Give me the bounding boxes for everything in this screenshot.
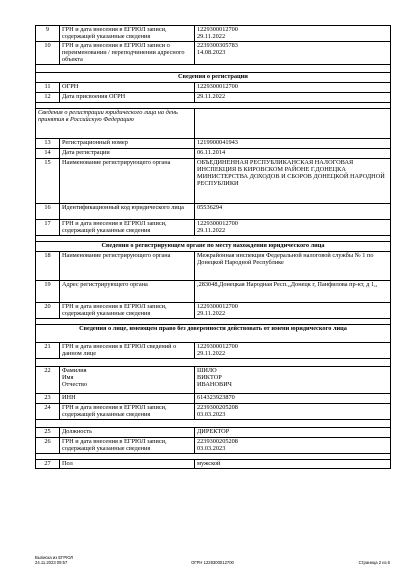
- table-row: [36, 159, 391, 204]
- table-row: [36, 404, 391, 420]
- row-number: 26: [36, 438, 60, 454]
- section-title: Сведения о регистрирующем органе по месту нахождения юридического лица: [36, 242, 391, 252]
- row-number: 21: [36, 343, 60, 359]
- table-row: [36, 149, 391, 159]
- table-row: [36, 394, 391, 404]
- row-label: ОГРН: [60, 83, 195, 93]
- table-row: [36, 139, 391, 149]
- footer-doc-title: Выписка из ЕГРЮЛ: [35, 555, 73, 560]
- table-row: [36, 220, 391, 236]
- row-label: Наименование регистрирующего органа: [60, 252, 195, 281]
- footer-doc-date: 24.11.2023 09:57: [35, 559, 68, 565]
- row-number: 17: [36, 220, 60, 236]
- row-number: 18: [36, 252, 60, 281]
- row-value: 06.11.2014: [195, 149, 391, 159]
- row-label: ГРН и дата внесения в ЕГРЮЛ записи о переименовании / переподчинении адресного объекта: [60, 42, 195, 65]
- extract-sheet: [35, 25, 390, 469]
- row-value: ОБЪЕДИНЕННАЯ РЕСПУБЛИКАНСКАЯ НАЛОГОВАЯ ИНСПЕКЦИЯ В КИРОВСКОМ РАЙОНЕ Г.ДОНЕЦКА МИНИСТЕРСТВА ДОХОДОВ И СБОРОВ ДОНЕЦКОЙ НАРОДНОЙ РЕСПУБЛИКИ: [195, 159, 391, 204]
- row-number: 19: [36, 281, 60, 303]
- row-value: Межрайонная инспекция Федеральной налоговой службы № 1 по Донецкой Народной Республике: [195, 252, 391, 281]
- table-row: [36, 83, 391, 93]
- section-title: Сведения о регистрации: [36, 73, 391, 83]
- row-label: Идентификационный код юридического лица: [60, 204, 195, 220]
- row-label: Регистрационный номер: [60, 139, 195, 149]
- row-value: ,283048,Донецкая Народная Респ.,,Донецк г, Панфилова пр-кт, д 1,,: [195, 281, 391, 303]
- row-number: 10: [36, 42, 60, 65]
- table-row: [36, 281, 391, 303]
- footer-ogrn: ОГРН 1229300012700: [191, 559, 234, 565]
- row-value: ШИЛО ВИКТОР ИВАНОВИЧ: [195, 367, 391, 394]
- table-row: [36, 26, 391, 42]
- table-row: [36, 204, 391, 220]
- row-value: 05536294: [195, 204, 391, 220]
- table-row: [36, 343, 391, 359]
- row-value: ДИРЕКТОР: [195, 428, 391, 438]
- row-label: ГРН и дата внесения в ЕГРЮЛ записи, содержащей указанные сведения: [60, 26, 195, 42]
- registry-table: [35, 25, 391, 469]
- row-value: 29.11.2022: [195, 93, 391, 103]
- row-number: 12: [36, 93, 60, 103]
- row-value: 1229300012700 29.11.2022: [195, 26, 391, 42]
- row-label: Дата регистрации: [60, 149, 195, 159]
- table-row: [36, 460, 391, 469]
- row-number: 13: [36, 139, 60, 149]
- section-header-row: [36, 73, 391, 83]
- row-value: мужской: [195, 460, 391, 469]
- spacer-cell: [36, 359, 391, 367]
- row-number: 23: [36, 394, 60, 404]
- spacer-cell: [36, 420, 391, 428]
- row-number: 14: [36, 149, 60, 159]
- table-row: [36, 93, 391, 103]
- spacer-cell: [36, 65, 391, 73]
- row-value: 614323923870: [195, 394, 391, 404]
- footer-page-number: Страница 2 из 6: [358, 559, 390, 565]
- row-number: 22: [36, 367, 60, 394]
- row-label: Наименование регистрирующего органа: [60, 159, 195, 204]
- row-value: 2239300205208 03.03.2023: [195, 438, 391, 454]
- row-value: 1229300012700 29.11.2022: [195, 343, 391, 359]
- row-value: 1229300012700: [195, 83, 391, 93]
- row-label: ГРН и дата внесения в ЕГРЮЛ записи, содержащей указанные сведения: [60, 303, 195, 319]
- row-number: 27: [36, 460, 60, 469]
- table-row: [36, 42, 391, 65]
- spacer-row: [36, 420, 391, 428]
- table-row: [36, 367, 391, 394]
- row-label: Должность: [60, 428, 195, 438]
- row-label: Фамилия Имя Отчество: [60, 367, 195, 394]
- row-label: Дата присвоения ОГРН: [60, 93, 195, 103]
- table-row: [36, 252, 391, 281]
- row-label: ГРН и дата внесения в ЕГРЮЛ сведений о данном лице: [60, 343, 195, 359]
- row-number: 24: [36, 404, 60, 420]
- spacer-row: [36, 359, 391, 367]
- row-value: 1229300012700 29.11.2022: [195, 220, 391, 236]
- row-value: 2239300305783 14.08.2023: [195, 42, 391, 65]
- table-row: [36, 438, 391, 454]
- row-label: ИНН: [60, 394, 195, 404]
- row-number: 9: [36, 26, 60, 42]
- row-value: 2239300205208 03.03.2023: [195, 404, 391, 420]
- row-label: Пол: [60, 460, 195, 469]
- subsection-row: [36, 109, 391, 139]
- row-value: 1229300012700 29.11.2022: [195, 303, 391, 319]
- row-label: ГРН и дата внесения в ЕГРЮЛ записи, содержащей указанные сведения: [60, 438, 195, 454]
- section-header-row: [36, 325, 391, 343]
- section-title: Сведения о лице, имеющем право без доверенности действовать от имени юридического лица: [36, 325, 391, 343]
- spacer-row: [36, 65, 391, 73]
- row-number: 11: [36, 83, 60, 93]
- row-value: 1219900041943: [195, 139, 391, 149]
- row-number: 16: [36, 204, 60, 220]
- table-row: [36, 303, 391, 319]
- section-header-row: [36, 242, 391, 252]
- row-label: ГРН и дата внесения в ЕГРЮЛ записи, содержащей указанные сведения: [60, 220, 195, 236]
- row-label: Адрес регистрирующего органа: [60, 281, 195, 303]
- row-number: 20: [36, 303, 60, 319]
- row-number: 25: [36, 428, 60, 438]
- table-row: [36, 428, 391, 438]
- row-number: 15: [36, 159, 60, 204]
- subsection-title: Сведения о регистрации юридического лица на день принятия в Российскую Федерацию: [36, 109, 195, 139]
- row-label: ГРН и дата внесения в ЕГРЮЛ записи, содержащей указанные сведения: [60, 404, 195, 420]
- empty-cell: [195, 109, 391, 139]
